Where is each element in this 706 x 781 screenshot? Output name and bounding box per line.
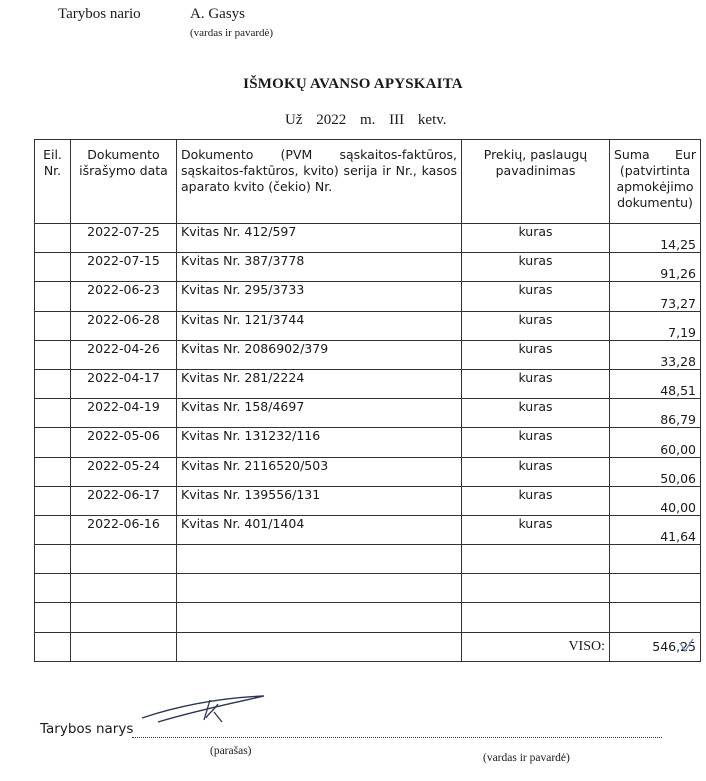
empty-row <box>35 603 701 632</box>
cell-nr <box>35 224 71 253</box>
table-row <box>35 369 701 398</box>
period-suffix: ketv. <box>417 112 447 128</box>
cell-document: Kvitas Nr. 2086902/379 <box>177 340 462 369</box>
cell-sum: 60,00 <box>610 428 701 457</box>
cell-document: Kvitas Nr. 2116520/503 <box>177 457 462 486</box>
table-row <box>35 340 701 369</box>
total-amount: 546,25 <box>652 639 696 655</box>
header-sum-a: Suma <box>614 147 650 162</box>
header-document: Dokumento (PVM sąskaitos-faktūros, sąskaitos-faktūros, kvito) serija ir Nr., kasos aparato kvito (čekio) Nr. <box>177 140 462 224</box>
cell-sum: 41,64 <box>610 515 701 544</box>
total-row <box>35 632 701 661</box>
cell-sum: 7,19 <box>610 311 701 340</box>
table-row <box>35 428 701 457</box>
cell-item: kuras <box>462 457 610 486</box>
cell-item: kuras <box>462 515 610 544</box>
cell-nr <box>35 457 71 486</box>
cell-date: 2022-05-24 <box>71 457 177 486</box>
header-item: Prekių, paslaugų pavadinimas <box>462 140 610 224</box>
cell-item: kuras <box>462 340 610 369</box>
header-sum <box>610 140 701 224</box>
cell-date: 2022-05-06 <box>71 428 177 457</box>
total-label: VISO: <box>462 632 610 661</box>
advance-report-table <box>34 139 701 662</box>
cell-sum: 14,25 <box>610 224 701 253</box>
cell-item: kuras <box>462 224 610 253</box>
cell-date: 2022-04-17 <box>71 369 177 398</box>
header-date: Dokumento išrašymo data <box>71 140 177 224</box>
cell-date: 2022-04-19 <box>71 399 177 428</box>
period-year: 2022 <box>316 112 347 128</box>
table-header-row <box>35 140 701 224</box>
table-row <box>35 457 701 486</box>
table-row <box>35 253 701 282</box>
header-nr: Eil. Nr. <box>35 140 71 224</box>
cell-sum: 50,06 <box>610 457 701 486</box>
cell-nr <box>35 311 71 340</box>
cell-document: Kvitas Nr. 401/1404 <box>177 515 462 544</box>
cell-nr <box>35 340 71 369</box>
cell-document: Kvitas Nr. 281/2224 <box>177 369 462 398</box>
cell-date: 2022-06-23 <box>71 282 177 311</box>
period-quarter: III <box>389 112 405 128</box>
cell-sum: 48,51 <box>610 369 701 398</box>
cell-sum: 86,79 <box>610 399 701 428</box>
checkmark-icon <box>678 637 694 653</box>
signature-icon <box>138 692 278 734</box>
period-m: m. <box>360 112 376 128</box>
cell-document: Kvitas Nr. 412/597 <box>177 224 462 253</box>
cell-document: Kvitas Nr. 121/3744 <box>177 311 462 340</box>
cell-nr <box>35 515 71 544</box>
cell-nr <box>35 253 71 282</box>
cell-document: Kvitas Nr. 158/4697 <box>177 399 462 428</box>
cell-document: Kvitas Nr. 139556/131 <box>177 486 462 515</box>
cell-document: Kvitas Nr. 295/3733 <box>177 282 462 311</box>
cell-date: 2022-07-15 <box>71 253 177 282</box>
cell-nr <box>35 486 71 515</box>
cell-nr <box>35 282 71 311</box>
header-sum-b: Eur <box>675 147 696 162</box>
header-sum-c: (patvirtinta apmokėjimo dokumentu) <box>616 163 694 210</box>
table-body <box>35 224 701 662</box>
cell-date: 2022-04-26 <box>71 340 177 369</box>
cell-sum: 91,26 <box>610 253 701 282</box>
empty-row <box>35 574 701 603</box>
cell-nr <box>35 428 71 457</box>
period-prefix: Už <box>285 112 303 128</box>
cell-sum: 73,27 <box>610 282 701 311</box>
cell-document: Kvitas Nr. 387/3778 <box>177 253 462 282</box>
cell-sum: 33,28 <box>610 340 701 369</box>
cell-document: Kvitas Nr. 131232/116 <box>177 428 462 457</box>
member-label: Tarybos narys <box>40 721 134 737</box>
cell-item: kuras <box>462 311 610 340</box>
cell-date: 2022-06-28 <box>71 311 177 340</box>
cell-nr <box>35 369 71 398</box>
cell-nr <box>35 399 71 428</box>
empty-row <box>35 545 701 574</box>
table-row <box>35 311 701 340</box>
table-row <box>35 486 701 515</box>
header-name: A. Gasys <box>190 6 245 22</box>
cell-item: kuras <box>462 253 610 282</box>
cell-item: kuras <box>462 428 610 457</box>
table-row <box>35 515 701 544</box>
table-row <box>35 224 701 253</box>
name-hint: (vardas ir pavardė) <box>483 752 570 764</box>
total-value <box>610 632 701 661</box>
header-name-hint: (vardas ir pavardė) <box>190 27 274 39</box>
table-row <box>35 399 701 428</box>
cell-date: 2022-07-25 <box>71 224 177 253</box>
document-title: IŠMOKŲ AVANSO APYSKAITA <box>243 76 463 92</box>
period-line <box>285 112 447 129</box>
cell-sum: 40,00 <box>610 486 701 515</box>
cell-item: kuras <box>462 369 610 398</box>
cell-item: kuras <box>462 486 610 515</box>
cell-date: 2022-06-17 <box>71 486 177 515</box>
table-row <box>35 282 701 311</box>
cell-item: kuras <box>462 399 610 428</box>
cell-date: 2022-06-16 <box>71 515 177 544</box>
cell-item: kuras <box>462 282 610 311</box>
header-label: Tarybos nario <box>58 6 141 22</box>
signature-hint: (parašas) <box>210 745 252 757</box>
